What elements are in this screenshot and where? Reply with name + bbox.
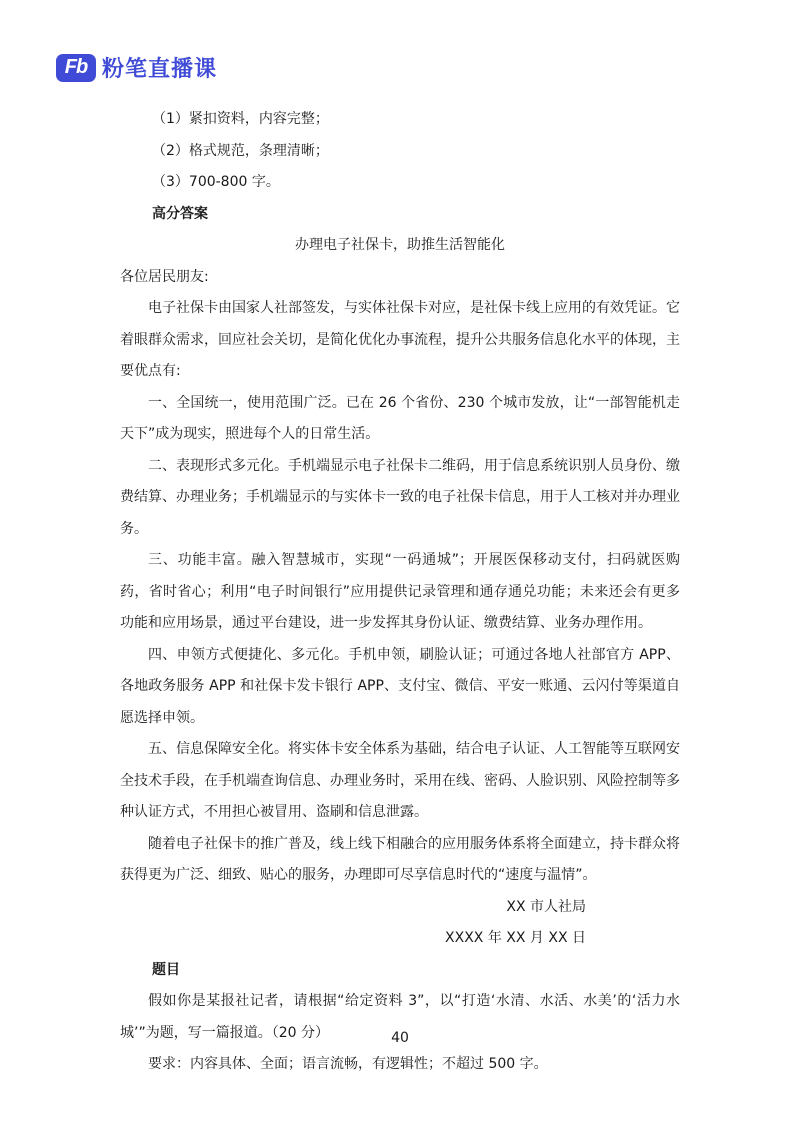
brand-logo — [56, 52, 217, 83]
signature-date: XXXX 年 XX 月 XX 日 — [445, 930, 586, 946]
requirement-item-1: （1）紧扣资料，内容完整； — [152, 111, 329, 127]
answer-heading: 高分答案 — [152, 205, 208, 222]
question-requirement: 要求：内容具体、全面；语言流畅，有逻辑性；不超过 500 字。 — [148, 1056, 548, 1072]
brand-name: 粉笔直播课 — [102, 57, 218, 82]
article-paragraph-5: 五、信息保障安全化。将实体卡安全体系为基础，结合电子认证、人工智能等互联网安全技术手段，在手机端查询信息、办理业务时，采用在线、密码、人脸识别、风险控制等多种认证方式，不用担心被冒用、盗刷和信息泄露。 — [120, 741, 680, 820]
article-paragraphs — [120, 293, 680, 892]
article-paragraph-2: 二、表现形式多元化。手机端显示电子社保卡二维码，用于信息系统识别人员身份、缴费结算、办理业务；手机端显示的与实体卡一致的电子社保卡信息，用于人工核对并办理业务。 — [120, 457, 680, 537]
document-body — [120, 104, 680, 1081]
signature-org: XX 市人社局 — [506, 898, 586, 915]
page-number: 40 — [391, 1030, 409, 1046]
article-paragraph-intro: 电子社保卡由国家人社部签发，与实体社保卡对应，是社保卡线上应用的有效凭证。它着眼群众需求，回应社会关切，是简化优化办事流程，提升公共服务信息化水平的体现，主要优点有: — [120, 300, 680, 379]
article-salutation: 各位居民朋友: — [120, 268, 209, 285]
fb-logo-icon: Fb — [56, 54, 96, 82]
article-title: 办理电子社保卡，助推生活智能化 — [295, 237, 505, 253]
requirement-item-2: （2）格式规范，条理清晰； — [152, 142, 329, 159]
question-heading: 题目 — [152, 961, 180, 978]
requirement-item-3: （3）700-800 字。 — [152, 174, 280, 190]
article-paragraph-3: 三、功能丰富。融入智慧城市，实现“一码通城”；开展医保移动支付，扫码就医购药，省时省心；利用“电子时间银行”应用提供记录管理和通存通兑功能；未来还会有更多功能和应用场景，通过平台建设，进一步发挥其身份认证、缴费结算、业务办理作用。 — [120, 552, 680, 631]
article-paragraph-1: 一、全国统一，使用范围广泛。已在 26 个省份、230 个城市发放，让“一部智能机走天下”成为现实，照进每个人的日常生活。 — [120, 394, 680, 442]
question-prompt: 假如你是某报社记者，请根据“给定资料 3”，以“打造‘水清、水活、水美’的‘活力水城’”为题，写一篇报道。（20 分） — [120, 993, 680, 1041]
article-paragraph-closing: 随着电子社保卡的推广普及，线上线下相融合的应用服务体系将全面建立，持卡群众将获得更为广泛、细致、贴心的服务，办理即可尽享信息时代的“速度与温情”。 — [120, 835, 680, 883]
article-paragraph-4: 四、申领方式便捷化、多元化。手机申领，刷脸认证；可通过各地人社部官方 APP、各地政务服务 APP 和社保卡发卡银行 APP、支付宝、微信、平安一账通、云闪付等渠道自愿选择申领。 — [120, 646, 680, 726]
